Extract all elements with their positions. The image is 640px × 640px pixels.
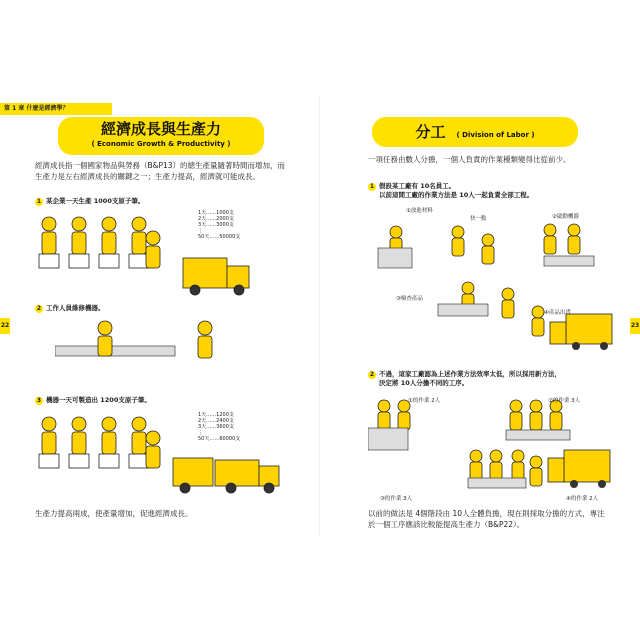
right-conclusion: 以前的做法是 4個階段由 10人全體負擔，現在則採取分擔的方式，專注 於一個工序應該比較能提高生產力（B&P22）。 [368,509,605,529]
page-number-left: 22 [0,318,10,334]
step-text: 某企業一天生產 1000支原子筆。 [46,197,145,205]
label-work3b: ③的作業 3人 [380,496,413,502]
intro-paragraph [35,160,305,182]
page-subtitle: ( Economic Growth & Productivity ) [91,140,231,148]
chapter-tab: 第 1 章 什麼是經濟學？ [0,103,112,115]
label-start: ②啟動機器 [552,214,579,220]
title-banner [58,117,264,155]
step-1 [368,182,533,200]
paragraph-line: 生產力是左右經濟成長的關鍵之一；生產力提高，經濟就可能成長。 [35,172,260,181]
label-ship: ④產品出貨 [544,310,571,316]
page-title: 分工 [415,123,446,141]
step-1 [35,197,144,206]
right-page [320,0,640,640]
page-subtitle: ( Division of Labor ) [456,131,535,139]
step-number: 1 [36,198,42,205]
left-conclusion: 生產力提高兩成，使產量增加，促進經濟成長。 [35,509,193,518]
label-fast: 快一點 [470,216,487,222]
truck-icon [183,258,249,295]
intro-paragraph: 一項任務由數人分擔，一個人負責的作業種類變得比從前少。 [368,155,571,164]
step-number: 3 [36,397,42,404]
step-text: 假設某工廠有 10名員工。 [379,182,456,190]
scene-workers-2 [35,408,285,498]
page-title: 經濟成長與生產力 [100,120,221,138]
label-inspect: ③檢查產品 [396,296,423,302]
scene-new-method [368,392,620,500]
label-work1: ①的作業 2人 [408,398,441,404]
step-number: 1 [369,183,375,190]
title-banner [372,117,578,147]
truck-icon [173,458,279,493]
production-list-2: 1天……1200支 2天……2400支 3天……3600支 ⋮ 50天……60000支 [198,412,241,442]
step-number: 2 [36,305,42,312]
step-2 [35,304,105,313]
scene-old-method [368,204,620,354]
label-work2b: ④的作業 2人 [566,496,599,502]
step-text: 不過，這家工廠認為上述作業方法效率太低，所以採用新方法， [379,370,561,378]
label-collect: ①放進材料 [406,208,433,214]
label-work3a: ②的作業 3人 [548,398,581,404]
step-3 [35,396,151,405]
production-list-1: 1天……1000支 2天……2000支 3天……3000支 ⋮ 50天……50000支 [198,210,241,240]
scene-workers-1 [35,208,285,298]
step-text: 機器一天可製造出 1200支原子筆。 [46,396,151,404]
step-2 [368,370,561,388]
step-text: 決定將 10人分擔不同的工序。 [379,379,469,387]
page-number-right: 23 [630,318,640,334]
step-number: 2 [369,371,375,378]
paragraph-line: 經濟成長指一個國家物品與勞務（B&P13）的總生產量隨著時間而增加，而 [35,161,286,170]
step-text: 工作人員維修機器。 [46,304,105,312]
scene-machine-repair [55,316,235,386]
worker-group [39,217,160,268]
step-text: 以前這間工廠的作業方法是 10人一起負責全部工程。 [379,191,534,199]
